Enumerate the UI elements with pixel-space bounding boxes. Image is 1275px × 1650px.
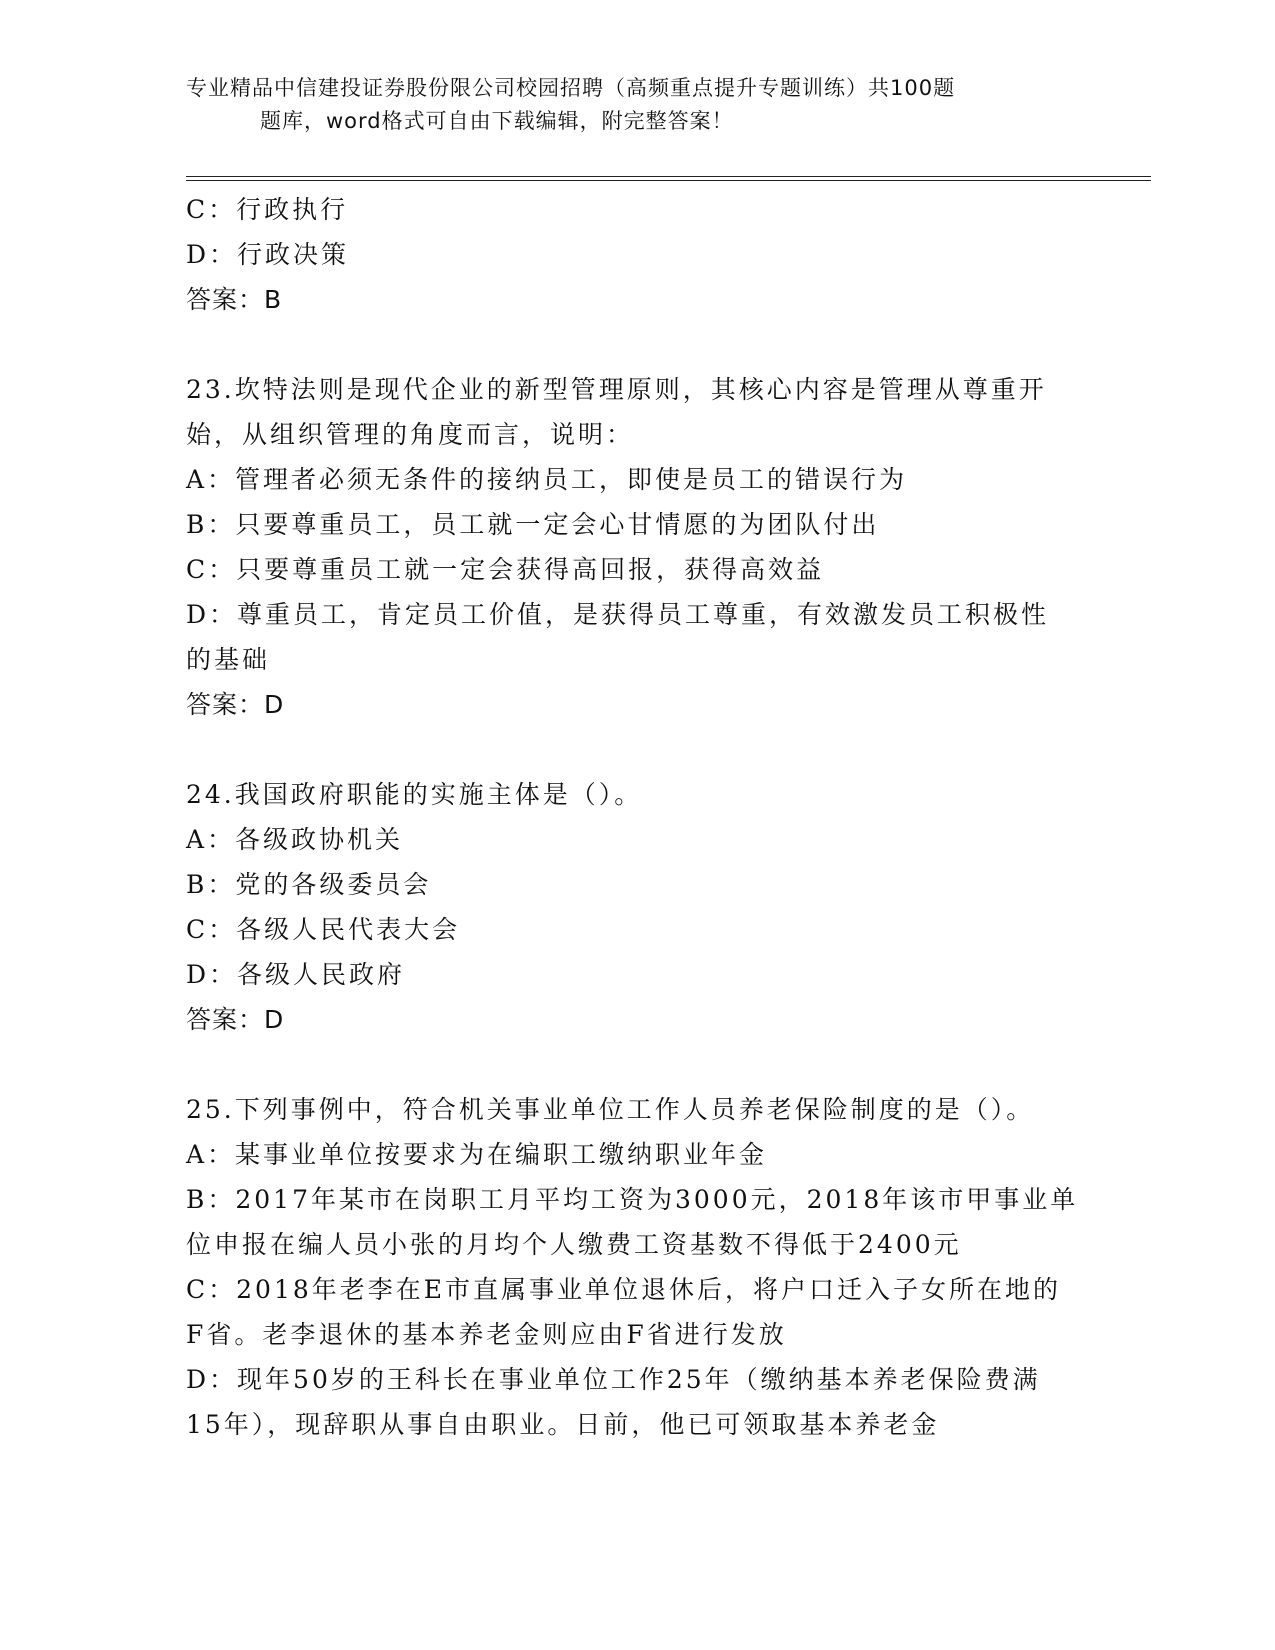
question-25 [186, 1087, 1079, 1447]
option-line: D：现年50岁的王科长在事业单位工作25年（缴纳基本养老保险费满 [186, 1365, 1041, 1394]
header-rule-top [186, 176, 1151, 177]
option-line: C：2018年老李在E市直属事业单位退休后，将户口迁入子女所在地的 [186, 1275, 1062, 1304]
option-line: A：管理者必须无条件的接纳员工，即使是员工的错误行为 [186, 465, 908, 494]
answer-line: 答案：B [186, 285, 283, 314]
question-stem-line: 始，从组织管理的角度而言，说明： [186, 420, 635, 449]
document-header [186, 72, 1066, 138]
option-line: 的基础 [186, 645, 271, 674]
question-24 [186, 772, 1066, 1042]
question-stem-line: 23.坎特法则是现代企业的新型管理原则，其核心内容是管理从尊重开 [186, 375, 1047, 404]
question-content [186, 187, 1079, 1447]
answer-line: 答案：D [186, 1005, 285, 1034]
question-stem-line: 24.我国政府职能的实施主体是（）。 [186, 780, 643, 809]
header-line-1: 专业精品中信建投证券股份限公司校园招聘（高频重点提升专题训练）共100题 [186, 76, 956, 100]
answer-line: 答案：D [186, 690, 285, 719]
prev-question [186, 187, 1066, 322]
option-line: D：各级人民政府 [186, 960, 406, 989]
option-line: 位申报在编人员小张的月均个人缴费工资基数不得低于2400元 [186, 1230, 962, 1259]
header-line-2: 题库，word格式可自由下载编辑，附完整答案！ [260, 109, 734, 133]
option-line: B：2017年某市在岗职工月平均工资为3000元，2018年该市甲事业单 [186, 1185, 1079, 1214]
header-rule-bottom [186, 180, 1151, 181]
spacer [186, 1042, 1066, 1087]
option-line: B：党的各级委员会 [186, 870, 432, 899]
option-line: B：只要尊重员工，员工就一定会心甘情愿的为团队付出 [186, 510, 880, 539]
option-line: D：行政决策 [186, 240, 350, 269]
option-line: 15年），现辞职从事自由职业。日前，他已可领取基本养老金 [186, 1410, 940, 1439]
option-line: A：各级政协机关 [186, 825, 404, 854]
option-line: C：只要尊重员工就一定会获得高回报，获得高效益 [186, 555, 825, 584]
option-line: F省。老李退休的基本养老金则应由F省进行发放 [186, 1320, 787, 1349]
option-line: C：各级人民代表大会 [186, 915, 461, 944]
spacer [186, 322, 1066, 367]
option-line: C：行政执行 [186, 195, 349, 224]
option-line: D：尊重员工，肯定员工价值，是获得员工尊重，有效激发员工积极性 [186, 600, 1050, 629]
question-stem-line: 25.下列事例中，符合机关事业单位工作人员养老保险制度的是（）。 [186, 1095, 1035, 1124]
option-line: A：某事业单位按要求为在编职工缴纳职业年金 [186, 1140, 768, 1169]
question-23 [186, 367, 1066, 727]
spacer [186, 727, 1066, 772]
